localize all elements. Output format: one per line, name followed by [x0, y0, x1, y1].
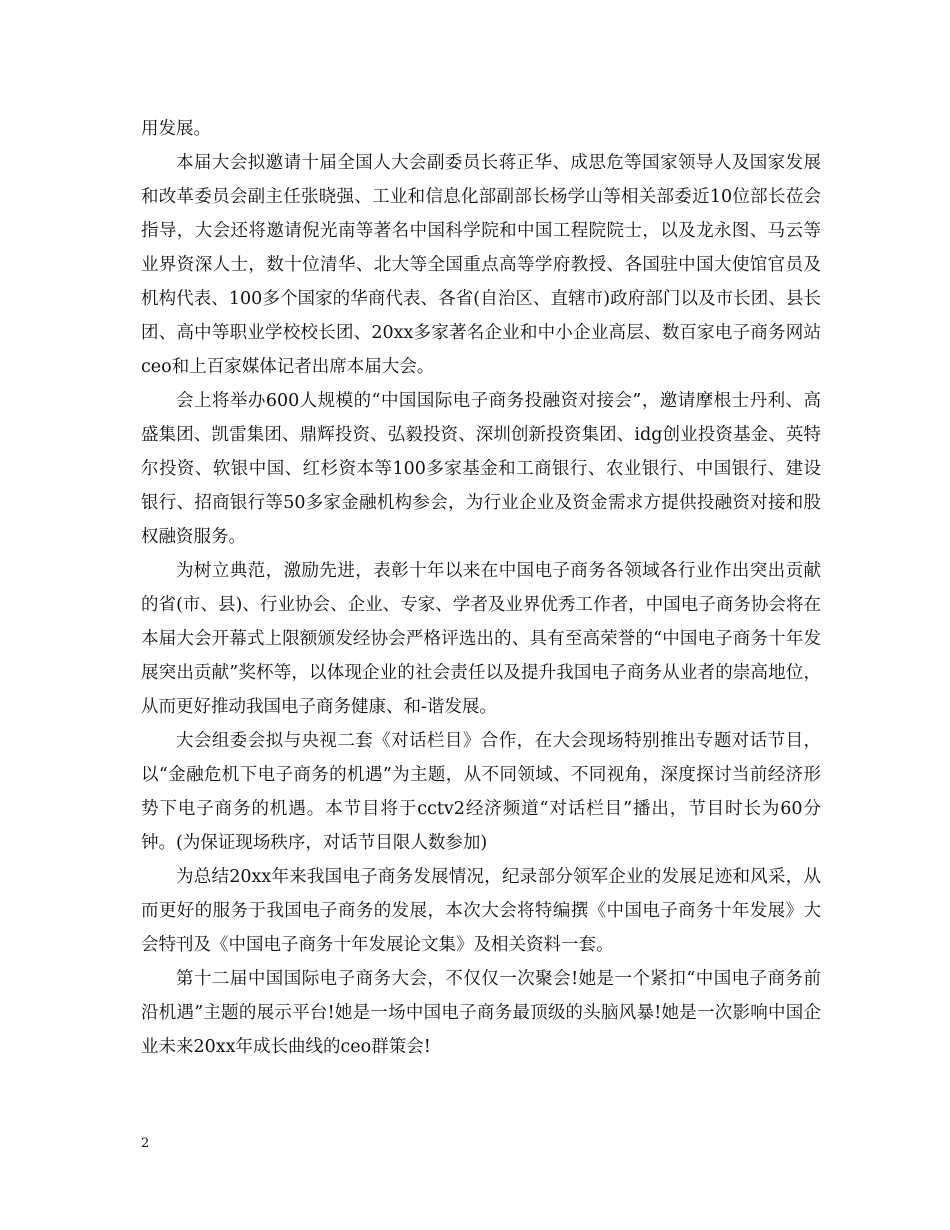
page-number: 2: [141, 1136, 150, 1151]
paragraph-conclusion: 第十二届中国国际电子商务大会，不仅仅一次聚会!她是一个紧扣“中国电子商务前沿机遇”主题的展示平台!她是一场中国电子商务最顶级的头脑风暴!她是一次影响中国企业未来20xx年成长曲线的ceo群策会!: [141, 969, 821, 1057]
paragraph-invited-guests: 本届大会拟邀请十届全国人大会副委员长蒋正华、成思危等国家领导人及国家发展和改革委员会副主任张晓强、工业和信息化部副部长杨学山等相关部委近10位部长莅会指导，大会还将邀请倪光南等著名中国科学院和中国工程院院士，以及龙永图、马云等业界资深人士，数十位清华、北大等全国重点高等学府教授、各国驻中国大使馆官员及机构代表、100多个国家的华商代表、各省(自治区、直辖市)政府部门以及市长团、县长团、高中等职业学校校长团、20xx多家著名企业和中小企业高层、数百家电子商务网站ceo和上百家媒体记者出席本届大会。: [141, 153, 821, 377]
paragraph-tv-program: 大会组委会拟与央视二套《对话栏目》合作，在大会现场特别推出专题对话节目，以“金融危机下电子商务的机遇”为主题，从不同领域、不同视角，深度探讨当前经济形势下电子商务的机遇。本节目将于cctv2经济频道“对话栏目”播出，节目时长为60分钟。(为保证现场秩序，对话节目限人数参加): [141, 731, 821, 853]
paragraph-continuation: 用发展。: [141, 119, 211, 139]
paragraph-awards: 为树立典范，激励先进，表彰十年以来在中国电子商务各领域各行业作出突出贡献的省(市、县)、行业协会、企业、专家、学者及业界优秀工作者，中国电子商务协会将在本届大会开幕式上限额颁发经协会严格评选出的、具有至高荣誉的“中国电子商务十年发展突出贡献”奖杯等，以体现企业的社会责任以及提升我国电子商务从业者的崇高地位，从而更好推动我国电子商务健康、和-谐发展。: [141, 561, 821, 717]
paragraph-investment-meeting: 会上将举办600人规模的“中国国际电子商务投融资对接会”，邀请摩根士丹利、高盛集团、凯雷集团、鼎辉投资、弘毅投资、深圳创新投资集团、idg创业投资基金、英特尔投资、软银中国、红杉资本等100多家基金和工商银行、农业银行、中国银行、建设银行、招商银行等50多家金融机构参会，为行业企业及资金需求方提供投融资对接和股权融资服务。: [141, 391, 821, 547]
document-body: [141, 112, 821, 1064]
paragraph-publication: 为总结20xx年来我国电子商务发展情况，纪录部分领军企业的发展足迹和风采，从而更好的服务于我国电子商务的发展，本次大会将特编撰《中国电子商务十年发展》大会特刊及《中国电子商务十年发展论文集》及相关资料一套。: [141, 867, 821, 955]
